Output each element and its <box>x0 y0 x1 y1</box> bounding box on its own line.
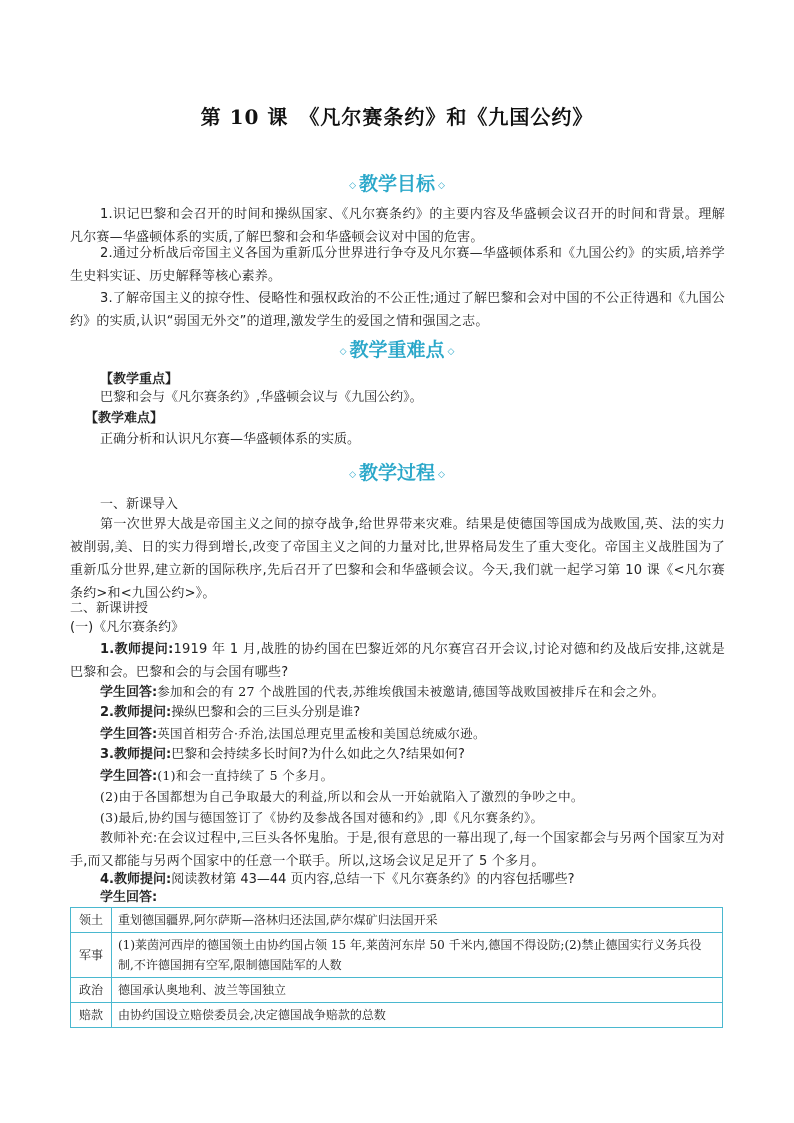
section-heading-goals-text: 教学目标 <box>358 173 435 195</box>
table-row-key: 军事 <box>71 933 112 978</box>
focus-label: 【教学重点】 <box>100 372 179 387</box>
table-row-value: 由协约国设立赔偿委员会,决定德国战争赔款的总数 <box>112 1003 723 1028</box>
question-1-text: 1919 年 1 月,战胜的协约国在巴黎近郊的凡尔赛宫召开会议,讨论对德和约及战后安排,这就是巴黎和会。巴黎和会的与会国有哪些? <box>70 642 725 680</box>
question-3 <box>100 743 465 766</box>
focus-text: 巴黎和会与《凡尔赛条约》,华盛顿会议与《九国公约》。 <box>100 390 423 405</box>
intro-paragraph: 第一次世界大战是帝国主义之间的掠夺战争,给世界带来灾难。结果是使德国等国成为战败国,英、法的实力被削弱,美、日的实力得到增长,改变了帝国主义之间的力量对比,世界格局发生了重大变化。帝国主义战胜国为了重新瓜分世界,建立新的国际秩序,先后召开了巴黎和会和华盛顿会议。今天,我们就一起学习第 10 课《<凡尔赛条约>和<九国公约>》。 <box>70 517 725 601</box>
table-row <box>71 933 723 978</box>
answer-2-label: 学生回答: <box>100 727 158 742</box>
question-2-text: 操纵巴黎和会的三巨头分别是谁? <box>171 705 361 720</box>
section-heading-process <box>0 458 794 485</box>
question-2 <box>100 701 360 724</box>
question-1-label: 1.教师提问: <box>100 642 174 657</box>
section-heading-key-points <box>0 335 794 362</box>
table-row-value: 重划德国疆界,阿尔萨斯—洛林归还法国,萨尔煤矿归法国开采 <box>112 908 723 933</box>
goal-paragraph-3: 3.了解帝国主义的掠夺性、侵略性和强权政治的不公正性;通过了解巴黎和会对中国的不公正待遇和《九国公约》的实质,认识“弱国无外交”的道理,激发学生的爱国之情和强国之志。 <box>70 291 725 329</box>
lesson-title: 第 10 课 《凡尔赛条约》和《九国公约》 <box>200 105 594 129</box>
answer-4-label: 学生回答: <box>100 890 158 905</box>
teacher-supplement: 教师补充:在会议过程中,三巨头各怀鬼胎。于是,很有意思的一幕出现了,每一个国家都会与另两个国家互为对手,而又都能与另两个国家中的任意一个联手。所以,这场会议足足开了 5 个多月。 <box>70 831 725 869</box>
section-heading-process-text: 教学过程 <box>358 462 435 484</box>
diamond-ornament-icon: ◇ <box>339 347 347 357</box>
heading-intro: 一、新课导入 <box>100 497 179 512</box>
table-row-key: 领土 <box>71 908 112 933</box>
question-3-label: 3.教师提问: <box>100 747 172 762</box>
question-3-text: 巴黎和会持续多长时间?为什么如此之久?结果如何? <box>171 747 465 762</box>
difficulty-label: 【教学难点】 <box>85 411 164 426</box>
table-row-key: 政治 <box>71 978 112 1003</box>
answer-1-label: 学生回答: <box>100 685 158 700</box>
answer-2-text: 英国首相劳合·乔治,法国总理克里孟梭和美国总统威尔逊。 <box>157 726 486 741</box>
table-row-value: 德国承认奥地利、波兰等国独立 <box>112 978 723 1003</box>
question-2-label: 2.教师提问: <box>100 705 172 720</box>
answer-1-text: 参加和会的有 27 个战胜国的代表,苏维埃俄国未被邀请,德国等战败国被排斥在和会之外。 <box>157 684 665 699</box>
table-row-value: (1)莱茵河西岸的德国领土由协约国占领 15 年,莱茵河东岸 50 千米内,德国不得设防;(2)禁止德国实行义务兵役制,不许德国拥有空军,限制德国陆军的人数 <box>112 933 723 978</box>
diamond-ornament-icon: ◇ <box>349 470 356 480</box>
heading-versailles: (一)《凡尔赛条约》 <box>70 620 185 635</box>
answer-3-text-3: (3)最后,协约国与德国签订了《协约及参战各国对德和约》,即《凡尔赛条约》。 <box>100 810 544 825</box>
question-4-label: 4.教师提问: <box>100 872 172 887</box>
answer-3-text-2: (2)由于各国都想为自己争取最大的利益,所以和会从一开始就陷入了激烈的争吵之中。 <box>100 789 584 804</box>
table-row <box>71 908 723 933</box>
goal-paragraph-1: 1.识记巴黎和会召开的时间和操纵国家、《凡尔赛条约》的主要内容及华盛顿会议召开的时间和背景。理解凡尔赛—华盛顿体系的实质,了解巴黎和会和华盛顿会议对中国的危害。 <box>70 207 725 245</box>
answer-3-text-1: (1)和会一直持续了 5 个多月。 <box>157 768 334 783</box>
diamond-ornament-icon: ◇ <box>438 181 445 191</box>
question-4-text: 阅读教材第 43—44 页内容,总结一下《凡尔赛条约》的内容包括哪些? <box>171 872 575 887</box>
heading-lecture: 二、新课讲授 <box>70 601 149 616</box>
table-row <box>71 1003 723 1028</box>
diamond-ornament-icon: ◇ <box>447 347 455 357</box>
versailles-summary-table <box>70 907 723 1028</box>
table-row-key: 赔款 <box>71 1003 112 1028</box>
question-4 <box>100 868 575 891</box>
diamond-ornament-icon: ◇ <box>438 470 445 480</box>
difficulty-text: 正确分析和认识凡尔赛—华盛顿体系的实质。 <box>100 432 361 447</box>
diamond-ornament-icon: ◇ <box>349 181 356 191</box>
section-heading-goals <box>0 169 794 196</box>
question-1 <box>70 638 725 684</box>
table-row <box>71 978 723 1003</box>
goal-paragraph-2: 2.通过分析战后帝国主义各国为重新瓜分世界进行争夺及凡尔赛—华盛顿体系和《九国公约》的实质,培养学生史料实证、历史解释等核心素养。 <box>70 246 725 284</box>
section-heading-key-points-text: 教学重难点 <box>349 339 445 361</box>
answer-3-label: 学生回答: <box>100 769 158 784</box>
